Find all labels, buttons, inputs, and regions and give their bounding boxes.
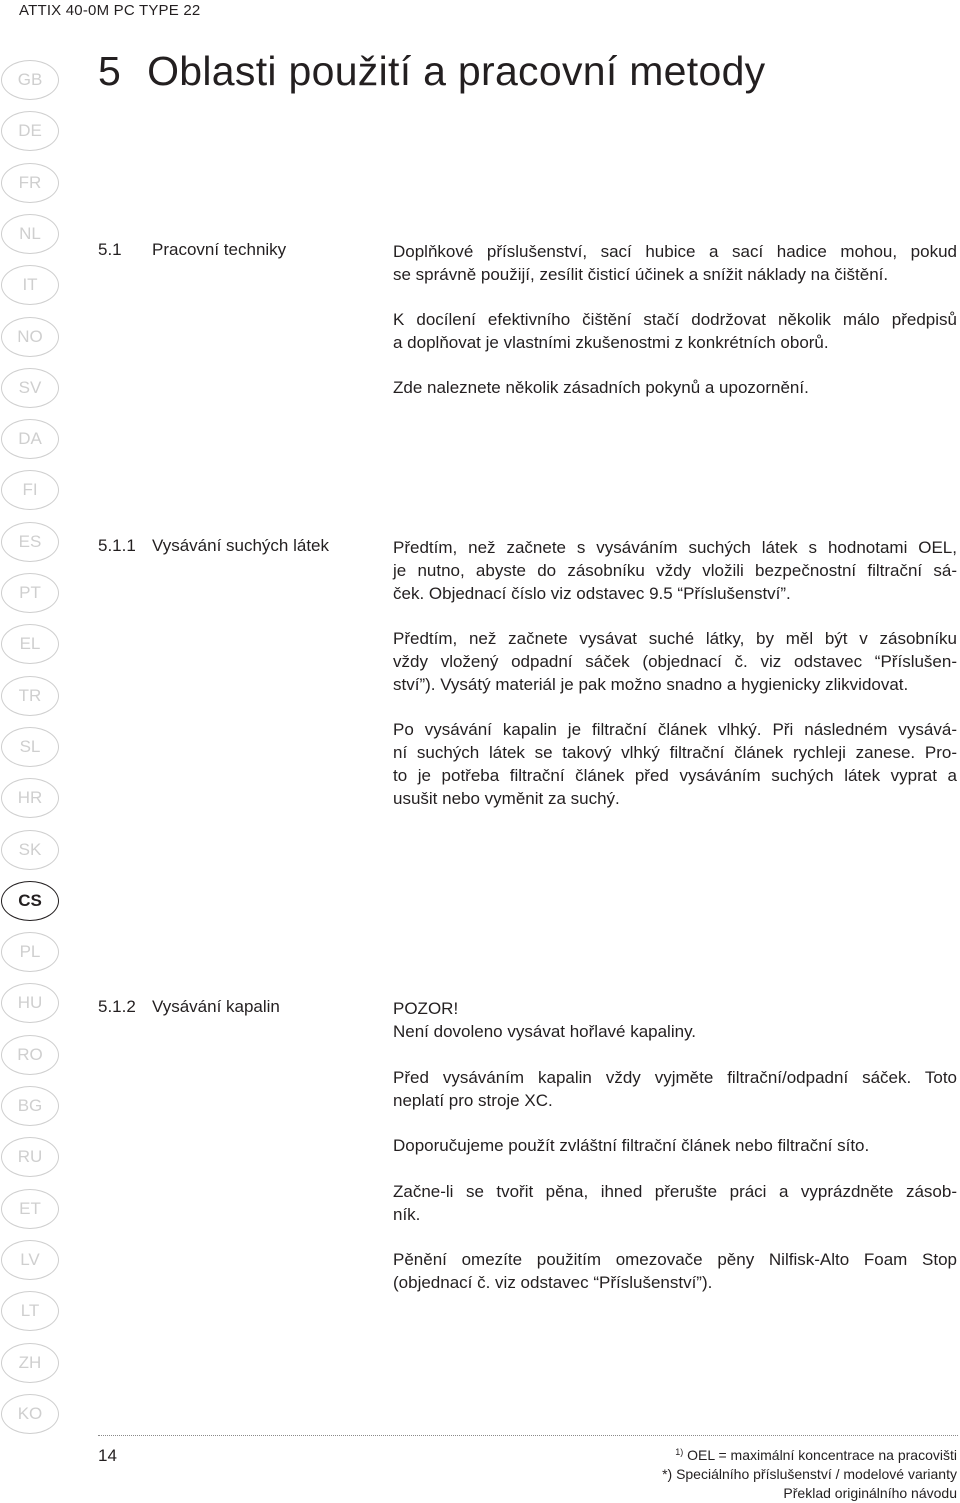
footnote-3: Překlad originálního návodu xyxy=(783,1485,957,1501)
language-tab-fi[interactable]: FI xyxy=(1,470,59,510)
paragraph-line: POZOR! xyxy=(393,999,459,1018)
paragraph-line: Doporučujeme použít zvláštní filtrační článek nebo filtrační síto. xyxy=(393,1136,870,1155)
paragraph-line: Před vysáváním kapalin vždy vyjměte filtrační/odpadní sáček. Toto xyxy=(393,1068,957,1087)
language-tab-et[interactable]: ET xyxy=(1,1189,59,1229)
language-tab-da[interactable]: DA xyxy=(1,419,59,459)
language-tab-it[interactable]: IT xyxy=(1,265,59,305)
language-tab-ru[interactable]: RU xyxy=(1,1137,59,1177)
language-tab-cs[interactable]: CS xyxy=(1,881,59,921)
language-tab-sv[interactable]: SV xyxy=(1,368,59,408)
paragraph-line: Doplňkové příslušenství, sací hubice a sací hadice mohou, pokud xyxy=(393,242,957,261)
section-number: 5.1.2 xyxy=(98,997,136,1016)
paragraph-line: ník. xyxy=(393,1205,421,1224)
language-tab-hu[interactable]: HU xyxy=(1,983,59,1023)
document-header: ATTIX 40-0M PC TYPE 22 xyxy=(19,2,201,19)
paragraph-line: Zde naleznete několik zásadních pokynů a upozornění. xyxy=(393,378,809,397)
paragraph xyxy=(393,308,957,354)
paragraph-line: K docílení efektivního čištění stačí dodržovat několik málo předpisů xyxy=(393,310,957,329)
language-tab-zh[interactable]: ZH xyxy=(1,1343,59,1383)
language-tab-gb[interactable]: GB xyxy=(1,60,59,100)
paragraph-line: Není dovoleno vysávat hořlavé kapaliny. xyxy=(393,1022,697,1041)
language-tab-sl[interactable]: SL xyxy=(1,727,59,767)
paragraph xyxy=(393,376,957,399)
chapter-number: 5 xyxy=(98,48,122,94)
chapter-title: Oblasti použití a pracovní metody xyxy=(147,48,766,94)
language-tab-nl[interactable]: NL xyxy=(1,214,59,254)
language-tab-sk[interactable]: SK xyxy=(1,830,59,870)
paragraph-line: ství”). Vysátý materiál je pak možno snadno a hygienicky zlikvidovat. xyxy=(393,675,909,694)
paragraph xyxy=(393,1248,957,1294)
language-tab-hr[interactable]: HR xyxy=(1,778,59,818)
language-tab-de[interactable]: DE xyxy=(1,111,59,151)
footnote-marker: 1) xyxy=(675,1447,684,1457)
paragraph-line: se správně použijí, zesílit čisticí účinek a snížit náklady na čištění. xyxy=(393,265,889,284)
paragraph-line: ček. Objednací číslo viz odstavec 9.5 “Příslušenství”. xyxy=(393,584,791,603)
page-number: 14 xyxy=(98,1446,117,1465)
language-tab-bg[interactable]: BG xyxy=(1,1086,59,1126)
paragraph xyxy=(393,240,957,286)
paragraph-line: to je potřeba filtrační článek před vysáváním suchých látek vyprat a xyxy=(393,766,957,785)
paragraph-line: je nutno, abyste do zásobníku vždy vložili bezpečnostní filtrační sá- xyxy=(393,561,957,580)
language-tab-pl[interactable]: PL xyxy=(1,932,59,972)
language-tab-ko[interactable]: KO xyxy=(1,1394,59,1434)
footnotes xyxy=(662,1443,957,1503)
paragraph-line: a doplňovat je vlastními zkušenostmi z konkrétních oborů. xyxy=(393,333,829,352)
section-title: Pracovní techniky xyxy=(152,240,287,259)
section-number: 5.1.1 xyxy=(98,536,136,555)
footnote-2: *) Speciálního příslušenství / modelové varianty xyxy=(662,1466,957,1482)
language-tab-pt[interactable]: PT xyxy=(1,573,59,613)
paragraph-line: usušit nebo vyměnit za suchý. xyxy=(393,789,620,808)
paragraph xyxy=(393,718,957,810)
paragraph xyxy=(393,1180,957,1226)
section-number: 5.1 xyxy=(98,240,122,259)
paragraph xyxy=(393,997,957,1043)
paragraph xyxy=(393,1066,957,1112)
paragraph-line: neplatí pro stroje XC. xyxy=(393,1091,553,1110)
language-tab-el[interactable]: EL xyxy=(1,624,59,664)
section-title: Vysávání suchých látek xyxy=(152,536,330,555)
paragraph-line: Po vysávání kapalin je filtrační článek vlhký. Při následném vysává- xyxy=(393,720,957,739)
paragraph-line: vždy vložený odpadní sáček (objednací č. viz odstavec “Příslušen- xyxy=(393,652,957,671)
language-tab-no[interactable]: NO xyxy=(1,317,59,357)
language-tab-fr[interactable]: FR xyxy=(1,163,59,203)
paragraph-line: Pěnění omezíte použitím omezovače pěny Nilfisk-Alto Foam Stop xyxy=(393,1250,957,1269)
paragraph-line: Začne-li se tvořit pěna, ihned přerušte práci a vyprázdněte zásob- xyxy=(393,1182,957,1201)
paragraph-line: ní suchých látek se takový vlhký filtrační článek rychleji zanese. Pro- xyxy=(393,743,957,762)
section-title: Vysávání kapalin xyxy=(152,997,280,1016)
language-tab-ro[interactable]: RO xyxy=(1,1035,59,1075)
paragraph xyxy=(393,536,957,605)
language-tab-tr[interactable]: TR xyxy=(1,676,59,716)
language-tabs xyxy=(0,0,62,1498)
paragraph-line: Předtím, než začnete vysávat suché látky, by měl být v zásobníku xyxy=(393,629,957,648)
paragraph-line: (objednací č. viz odstavec “Příslušenství”). xyxy=(393,1273,713,1292)
language-tab-lt[interactable]: LT xyxy=(1,1291,59,1331)
language-tab-es[interactable]: ES xyxy=(1,522,59,562)
paragraph-line: Předtím, než začnete s vysáváním suchých látek s hodnotami OEL, xyxy=(393,538,957,557)
footnote-1: $^{1)}$ OEL = maximální koncentrace na pracovišti xyxy=(675,1447,957,1463)
paragraph xyxy=(393,1134,957,1157)
language-tab-lv[interactable]: LV xyxy=(1,1240,59,1280)
paragraph xyxy=(393,627,957,696)
footer-divider xyxy=(98,1435,958,1436)
page-title xyxy=(98,48,765,95)
